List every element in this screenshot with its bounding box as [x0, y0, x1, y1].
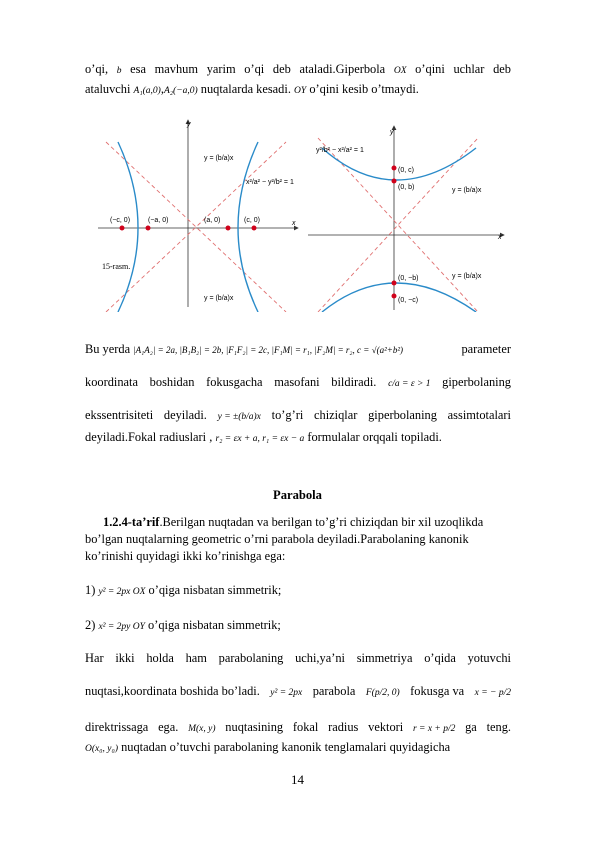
word: boshidan	[149, 375, 195, 389]
word: o’qi	[244, 62, 265, 76]
math-a2: A₂(−a,0)	[163, 86, 198, 96]
asymptote-label: y = (b/a)x	[452, 273, 482, 280]
point	[252, 226, 257, 231]
word: o’qini kesib o’tmaydi.	[309, 82, 419, 96]
math-equations: |A₁A₂| = 2a, |B₁B₂| = 2b, |F₁F₂| = 2c, |F₁M| = r₁, |F₂M| = r₂, c = √(a²+b²)	[133, 345, 404, 355]
math-focal-radii: r₂ = εx + a, r₁ = εx − a	[215, 434, 305, 444]
word: to’g’ri	[271, 408, 304, 422]
point-label: (−c, 0)	[110, 217, 131, 224]
point-label: (0, c)	[398, 167, 414, 174]
word: masofani	[274, 375, 320, 389]
asymptote-label: y = (b/a)x	[204, 295, 234, 302]
word: yotuvchi	[467, 651, 511, 665]
p2-line1	[85, 342, 511, 358]
word: mavhum	[154, 62, 199, 76]
list-item	[85, 618, 511, 635]
point	[146, 226, 151, 231]
p4-line4	[85, 740, 511, 757]
word: vektori	[368, 720, 404, 734]
word: deyiladi.Fokal radiuslari ,	[85, 430, 213, 444]
word: deb	[493, 62, 511, 76]
word: giperbolaning	[368, 408, 437, 422]
word: parabolaning	[218, 651, 284, 665]
point-label: (0, −b)	[398, 275, 419, 282]
text: nuqtasi,koordinata boshida bo’ladi.	[85, 684, 260, 698]
word: fokusga va	[410, 684, 465, 698]
word: ega.	[158, 720, 179, 734]
word: giperbolaning	[442, 375, 511, 389]
axis-label: y	[187, 121, 191, 128]
point-label: (a, 0)	[204, 217, 221, 224]
p3-line2: bo’lgan nuqtalarning geometric o’rni parabola deyiladi.Parabolaning kanonik	[85, 532, 469, 546]
word: formulalar orqqali topiladi.	[307, 430, 442, 444]
word: uchi,ya’ni	[295, 651, 345, 665]
math-directrix: x = − p/2	[474, 688, 511, 698]
point	[392, 281, 397, 286]
math-eccentricity: c/a = ε > 1	[388, 379, 431, 389]
p1-line2: ataluvchi A₁(a,0),A₂(−a,0) nuqtalarda kesadi. OY o’qini kesib o’tmaydi.	[85, 82, 419, 96]
word: ikki	[115, 651, 135, 665]
axis-label: x	[498, 234, 502, 241]
word: simmetriya	[356, 651, 413, 665]
math-focus: F(p/2, 0)	[365, 688, 400, 698]
point-label: (0, −c)	[398, 297, 419, 304]
math-b: b	[116, 66, 122, 76]
word: esa	[130, 62, 146, 76]
equation-label: y²/b² − x²/a² = 1	[316, 147, 364, 154]
word: ataluvchi	[85, 82, 131, 96]
axis-label: x	[292, 220, 296, 227]
math-a1: A₁(a,0)	[133, 86, 161, 96]
math-origin-point: O(x₀, y₀)	[85, 744, 118, 754]
word: nuqtasining	[225, 720, 284, 734]
point-label: (−a, 0)	[148, 217, 169, 224]
point-label: (0, b)	[398, 184, 415, 191]
point	[392, 166, 397, 171]
word: bildiradi.	[331, 375, 377, 389]
word: holda	[146, 651, 174, 665]
word: nuqtalarda kesadi.	[200, 82, 291, 96]
right-graph	[308, 126, 504, 312]
math-equation: y² = 2px OX	[98, 587, 146, 597]
math-oy: OY	[294, 86, 307, 96]
point-label: (c, 0)	[244, 217, 260, 224]
word: deyiladi.	[163, 408, 207, 422]
math-parabola: y² = 2px	[270, 688, 303, 698]
page-number: 14	[291, 772, 304, 787]
word: assimtotalari	[447, 408, 511, 422]
math-point: M(x, y)	[188, 724, 216, 734]
word: o’qini	[415, 62, 445, 76]
word: uchlar	[453, 62, 485, 76]
p4-line1	[85, 651, 511, 666]
definition-label: 1.2.4-ta’rif	[103, 515, 160, 529]
asymptote-label: y = (b/a)x	[204, 155, 234, 162]
hyperbola-figure	[98, 112, 518, 312]
word: ga	[465, 720, 477, 734]
point	[392, 294, 397, 299]
axis-label: y	[390, 129, 394, 136]
word: o’qi,	[85, 62, 109, 76]
word: ham	[185, 651, 207, 665]
math-equation: x² = 2py OY	[98, 622, 145, 632]
word: fokusgacha	[206, 375, 263, 389]
item-text: o’qiga nisbatan simmetrik;	[148, 583, 282, 597]
word: direktrissaga	[85, 720, 149, 734]
p2-line4	[85, 430, 511, 447]
point	[226, 226, 231, 231]
text: nuqtadan o’tuvchi parabolaning kanonik tenglamalari quyidagicha	[121, 740, 451, 754]
math-ox: OX	[393, 66, 407, 76]
item-number: 2)	[85, 618, 96, 632]
p2-line3	[85, 408, 511, 425]
math-asymptote: y = ±(b/a)x	[217, 412, 261, 422]
p2-line2	[85, 375, 511, 392]
word: koordinata	[85, 375, 138, 389]
figure-caption: 15-rasm.	[102, 262, 131, 271]
word: chiziqlar	[314, 408, 358, 422]
list-item	[85, 583, 511, 600]
word: deb	[272, 62, 291, 76]
word: teng.	[486, 720, 511, 734]
p3-line3: ko’rinishi quyidagi ikki ko’rinishga ega:	[85, 549, 286, 563]
word: Bu yerda	[85, 342, 131, 356]
item-number: 1)	[85, 583, 96, 597]
section-heading: Parabola	[273, 488, 322, 502]
p3-line1	[85, 515, 511, 530]
word: fokal	[292, 720, 319, 734]
word: parameter	[461, 342, 511, 356]
word: parabola	[312, 684, 356, 698]
word: ekssentrisiteti	[85, 408, 154, 422]
left-graph	[98, 120, 298, 312]
point	[392, 179, 397, 184]
point	[120, 226, 125, 231]
asymptote-label: y = (b/a)x	[452, 187, 482, 194]
word: Har	[85, 651, 104, 665]
item-text: o’qiga nisbatan simmetrik;	[148, 618, 281, 632]
p4-line2	[85, 684, 511, 701]
p1-line1	[85, 62, 511, 79]
text: .Berilgan nuqtadan va berilgan to’g’ri chiziqdan bir xil uzoqlikda	[159, 515, 484, 529]
math-radius: r = x + p/2	[412, 724, 456, 734]
word: ataladi.Giperbola	[299, 62, 386, 76]
word: o’qida	[424, 651, 456, 665]
word: radius	[328, 720, 359, 734]
equation-label: x²/a² − y²/b² = 1	[246, 179, 294, 186]
word: yarim	[206, 62, 236, 76]
p4-line3	[85, 720, 511, 737]
